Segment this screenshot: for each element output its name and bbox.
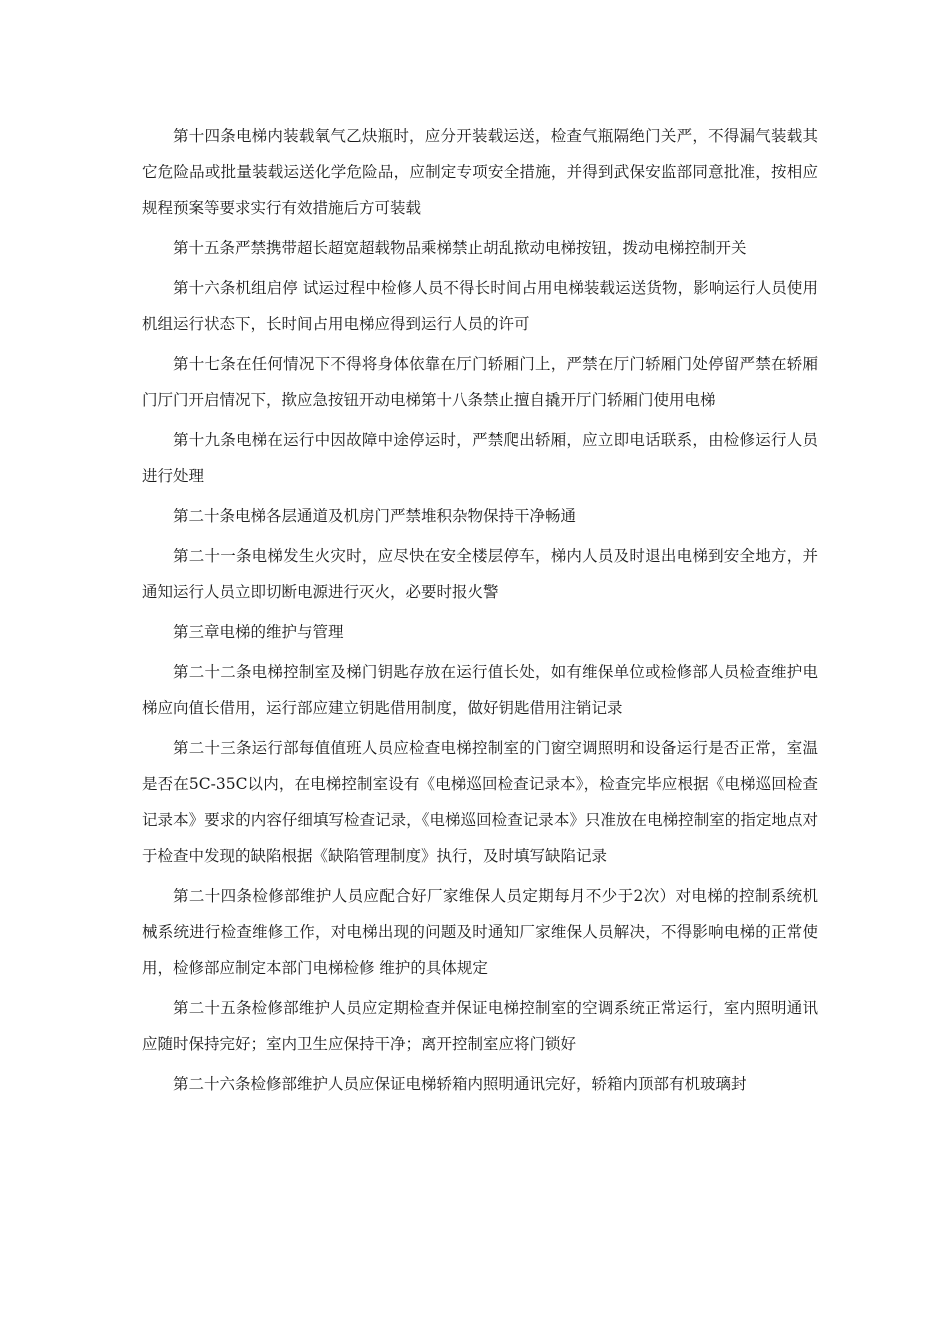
paragraph-article-21: 第二十一条电梯发生火灾时，应尽快在安全楼层停车，梯内人员及时退出电梯到安全地方，并通知运行人员立即切断电源进行灭火，必要时报火警 — [142, 547, 818, 601]
paragraph-article-25: 第二十五条检修部维护人员应定期检查并保证电梯控制室的空调系统正常运行，室内照明通讯应随时保持完好；室内卫生应保持干净；离开控制室应将门锁好 — [142, 999, 818, 1053]
paragraph-article-20: 第二十条电梯各层通道及机房门严禁堆积杂物保持干净畅通 — [173, 507, 577, 525]
paragraph-article-15: 第十五条严禁携带超长超宽超载物品乘梯禁止胡乱揿动电梯按钮，拨动电梯控制开关 — [173, 239, 747, 257]
paragraph-article-26: 第二十六条检修部维护人员应保证电梯轿箱内照明通讯完好，轿箱内顶部有机玻璃封 — [173, 1075, 747, 1093]
paragraph-article-22: 第二十二条电梯控制室及梯门钥匙存放在运行值长处，如有维保单位或检修部人员检查维护电梯应向值长借用，运行部应建立钥匙借用制度，做好钥匙借用注销记录 — [142, 663, 818, 717]
paragraph-article-24: 第二十四条检修部维护人员应配合好厂家维保人员定期每月不少于2次）对电梯的控制系统机械系统进行检查维修工作，对电梯出现的问题及时通知厂家维保人员解决，不得影响电梯的正常使用，检修部应制定本部门电梯检修 维护的具体规定 — [142, 887, 818, 977]
paragraph-article-19: 第十九条电梯在运行中因故障中途停运时，严禁爬出轿厢，应立即电话联系，由检修运行人员进行处理 — [142, 431, 818, 485]
document-body — [142, 118, 818, 1106]
paragraph-article-14: 第十四条电梯内装载氧气乙炔瓶时，应分开装载运送，检查气瓶隔绝门关严，不得漏气装载其它危险品或批量装载运送化学危险品，应制定专项安全措施，并得到武保安监部同意批准，按相应规程预案等要求实行有效措施后方可装载 — [142, 127, 818, 217]
chapter-heading: 第三章电梯的维护与管理 — [173, 623, 344, 641]
paragraph-article-16: 第十六条机组启停 试运过程中检修人员不得长时间占用电梯装载运送货物，影响运行人员使用 机组运行状态下，长时间占用电梯应得到运行人员的许可 — [142, 279, 818, 333]
paragraph-article-17: 第十七条在任何情况下不得将身体依靠在厅门轿厢门上，严禁在厅门轿厢门处停留严禁在轿厢门厅门开启情况下，揿应急按钮开动电梯第十八条禁止擅自撬开厅门轿厢门使用电梯 — [142, 355, 818, 409]
paragraph-article-23: 第二十三条运行部每值值班人员应检查电梯控制室的门窗空调照明和设备运行是否正常，室温是否在5C-35C以内，在电梯控制室设有《电梯巡回检查记录本》，检查完毕应根据《电梯巡回检查记录本》要求的内容仔细填写检查记录，《电梯巡回检查记录本》只准放在电梯控制室的指定地点对于检查中发现的缺陷根据《缺陷管理制度》执行，及时填写缺陷记录 — [142, 739, 818, 865]
